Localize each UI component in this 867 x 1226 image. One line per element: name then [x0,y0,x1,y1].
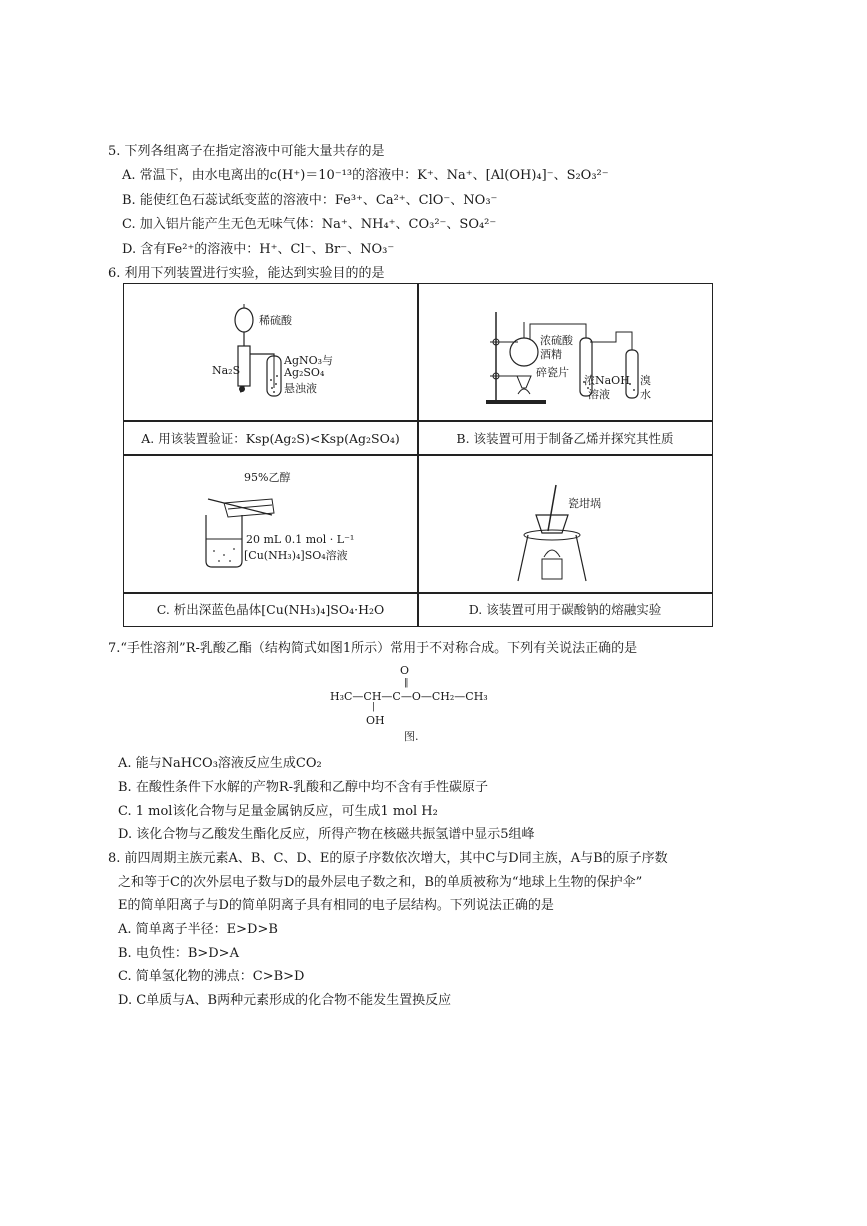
caption-a: A. 用该装置验证：Ksp(Ag₂S)<Ksp(Ag₂SO₄) [141,431,400,446]
label-na2s: Na₂S [212,364,241,377]
q8-option-b: B. 电负性：B>D>A [118,946,239,961]
q6-stem: 6. 利用下列装置进行实验，能达到实验目的的是 [108,266,385,281]
label-dilute-sulfuric-acid: 稀硫酸 [259,314,292,327]
label-solution-conc: 20 mL 0.1 mol · L⁻¹ [246,533,355,546]
ester-chain: H₃C—CH—C—O—CH₂—CH₃ [330,690,488,703]
q7-option-d: D. 该化合物与乙酸发生酯化反应，所得产物在核磁共振氢谱中显示5组峰 [118,827,535,842]
label-suspension-1: AgNO₃与 [284,354,334,367]
q8-option-a: A. 简单离子半径：E>D>B [118,922,278,937]
label-alcohol: 酒精 [540,348,562,361]
q8-stem-line1: 8. 前四周期主族元素A、B、C、D、E的原子序数依次增大，其中C与D同主族，A与B的原子序数 [108,851,668,866]
apparatus-a-drawing [124,284,417,420]
q8-stem-line3: E的简单阳离子与D的简单阴离子具有相同的电子层结构。下列说法正确的是 [118,898,554,913]
q8-option-c: C. 简单氢化物的沸点：C>B>D [118,969,305,984]
caption-d: D. 该装置可用于碳酸钠的熔融实验 [468,602,662,617]
caption-c: C. 析出深蓝色晶体[Cu(NH₃)₄]SO₄·H₂O [156,602,385,617]
q7-option-a: A. 能与NaHCO₃溶液反应生成CO₂ [118,756,322,771]
structural-formula [330,664,510,744]
q5-option-d: D. 含有Fe²⁺的溶液中：H⁺、Cl⁻、Br⁻、NO₃⁻ [122,242,395,257]
hydroxyl-group: OH [366,714,385,727]
label-porcelain-crucible: 瓷坩埚 [568,497,601,510]
label-porcelain-chips: 碎瓷片 [536,366,569,379]
q7-stem: 7.“手性溶剂”R-乳酸乙酯（结构简式如图1所示）常用于不对称合成。下列有关说法正确的是 [108,641,638,656]
apparatus-d-drawing [418,455,712,592]
apparatus-d [418,455,712,592]
q8-stem-line2: 之和等于C的次外层电子数与D的最外层电子数之和，B的单质被称为“地球上生物的保护伞” [118,875,643,890]
caption-b: B. 该装置可用于制备乙烯并探究其性质 [456,431,674,446]
q7-option-c: C. 1 mol该化合物与足量金属钠反应，可生成1 mol H₂ [118,804,438,819]
q8-option-d: D. C单质与A、B两种元素形成的化合物不能发生置换反应 [118,993,452,1008]
table-divider-3 [124,592,712,594]
label-solution-name: [Cu(NH₃)₄]SO₄溶液 [244,549,348,562]
label-naoh-2: 溶液 [588,388,610,401]
label-suspension-3: 悬浊液 [284,382,317,395]
label-conc-sulfuric-acid: 浓硫酸 [540,334,573,347]
label-bromine-1: 溴 [640,374,651,387]
single-bond: | [372,702,376,712]
figure-label: 图. [404,730,419,743]
q5-option-c: C. 加入铝片能产生无色无味气体：Na⁺、NH₄⁺、CO₃²⁻、SO₄²⁻ [122,217,497,232]
double-bond: ‖ [404,678,409,688]
apparatus-a [124,284,417,420]
q6-apparatus-table [123,283,713,627]
table-divider-1 [124,420,712,422]
label-ethanol-95: 95%乙醇 [244,471,291,484]
carbonyl-oxygen: O [400,664,410,677]
label-bromine-2: 水 [640,388,651,401]
apparatus-b [418,284,712,420]
q5-stem: 5. 下列各组离子在指定溶液中可能大量共存的是 [108,144,385,159]
label-naoh-1: 浓NaOH [584,374,630,387]
apparatus-b-drawing [418,284,712,420]
q5-option-a: A. 常温下，由水电离出的c(H⁺)＝10⁻¹³的溶液中：K⁺、Na⁺、[Al(OH)₄]⁻、S₂O₃²⁻ [122,168,609,183]
q5-option-b: B. 能使红色石蕊试纸变蓝的溶液中：Fe³⁺、Ca²⁺、ClO⁻、NO₃⁻ [122,193,498,208]
q7-option-b: B. 在酸性条件下水解的产物R-乳酸和乙醇中均不含有手性碳原子 [118,780,488,795]
label-suspension-2: Ag₂SO₄ [284,366,325,379]
apparatus-c [124,455,417,592]
